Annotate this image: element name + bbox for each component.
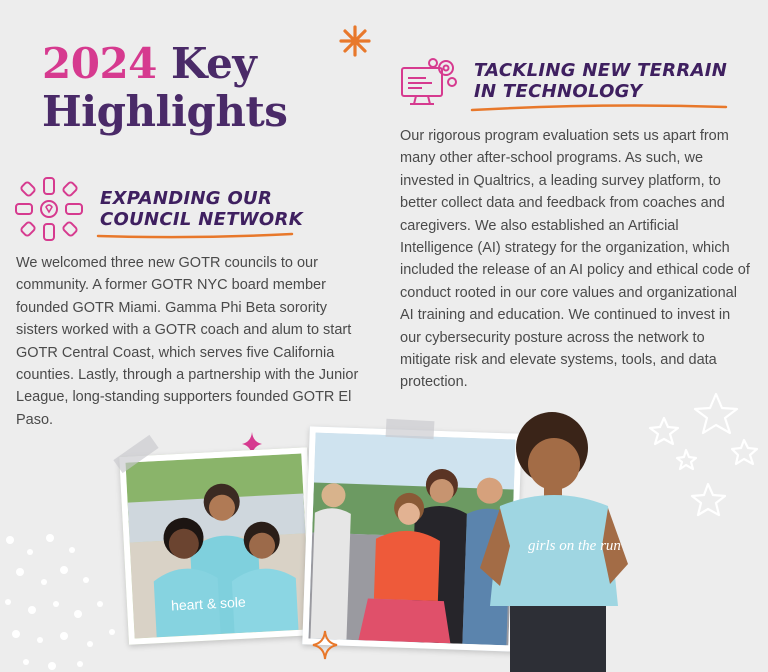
dots-decoration — [0, 520, 130, 672]
page-title — [42, 40, 287, 136]
hands-circle-icon — [14, 176, 84, 242]
photo-three-girls — [119, 447, 317, 645]
photo-three-girls-illustration — [126, 454, 311, 639]
title-year: 2024 — [42, 39, 157, 88]
council-underline — [96, 230, 296, 242]
council-body: We welcomed three new GOTR councils to our community. A former GOTR NYC board member founded GOTR Miami. Gamma Phi Beta sorority sisters worked with a GOTR coach and alum to start GOTR Central Coast, which serves five California counties. Lastly, through a partnership with the Junior League, long-standing supporters founded GOTR El Paso. — [16, 255, 359, 428]
right-shirt-text: girls on the run — [528, 538, 621, 554]
title-key: Key — [171, 39, 257, 88]
orange-sparkle-icon — [312, 630, 338, 660]
technology-heading: TACKLING NEW TERRAIN IN TECHNOLOGY — [474, 60, 728, 102]
council-heading: EXPANDING OUR COUNCIL NETWORK — [100, 188, 303, 230]
stars-decoration — [636, 388, 768, 538]
asterisk-icon — [338, 24, 372, 58]
left-shirt-text: heart & sole — [170, 593, 247, 614]
title-highlights: Highlights — [42, 87, 288, 136]
photo-tape-right — [386, 419, 435, 439]
computer-settings-icon — [400, 56, 460, 110]
photo-girl-cutout — [466, 410, 642, 672]
technology-body: Our rigorous program evaluation sets us apart from many other after-school programs. As such, we invested in Qualtrics, a leading survey platform, to better collect data and feedback from coaches and caregivers. We also established an Artificial Intelligence (AI) strategy for the organization, which included the release of an AI policy and ethical code of conduct rooted in our core values and organizational AI training and education. We continued to invest in our cybersecurity posture across the network to mitigate risk and elevate systems, tools, and data protection. — [400, 128, 750, 391]
technology-underline — [470, 102, 730, 114]
